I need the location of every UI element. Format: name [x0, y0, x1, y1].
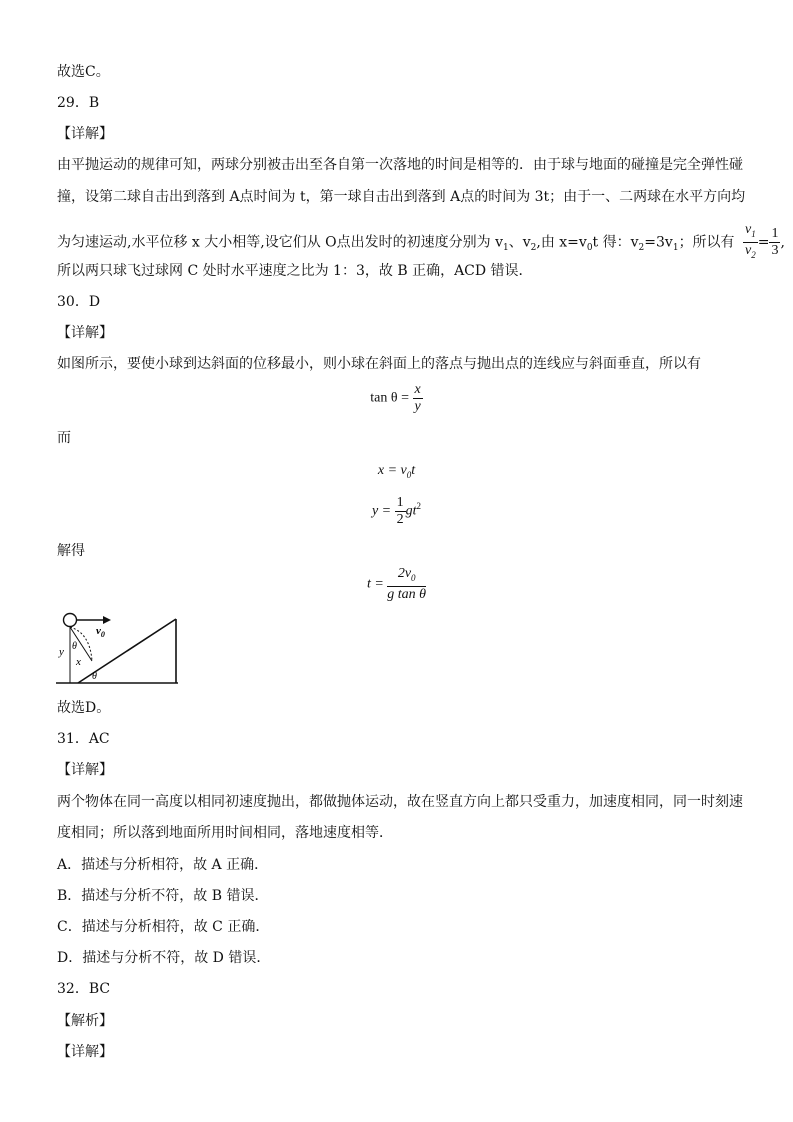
label-y: y [59, 646, 64, 658]
q30-eq1-lhs: tan θ = [370, 390, 409, 406]
q31-header: 31．AC [57, 731, 110, 747]
label-v0 [96, 625, 105, 639]
q31-option-d: D．描述与分析不符，故 D 错误． [57, 950, 271, 966]
q30-tail: 故选D。 [57, 700, 111, 716]
q29-frac-den: v [745, 242, 752, 258]
q30-eq3-sup: 2 [416, 501, 422, 512]
q29-frac-num: v [745, 222, 752, 237]
q30-eq3-den: 2 [396, 512, 404, 527]
q30-eq4-num-sub: 0 [411, 572, 416, 583]
q30-body: 如图所示，要使小球到达斜面的位移最小，则小球在斜面上的落点与抛出点的连线应与斜面垂直，所以有 [57, 356, 701, 372]
q30-eq3-num: 1 [396, 495, 404, 510]
q29-sub-1b: 1 [672, 243, 679, 254]
q29-ratio-value [769, 226, 780, 259]
q29-ratio-num: 1 [771, 225, 779, 241]
q31-option-a: A．描述与分析相符，故 A 正确． [57, 857, 269, 873]
q30-eq4-num: 2v [397, 566, 412, 581]
q28-tail: 故选C。 [57, 64, 110, 80]
q29-header: 29．B [57, 95, 100, 111]
label-v0-sub: 0 [100, 630, 105, 639]
q29-body-line2: 撞，设第二球自击出到落到 A点时间为 t，第一球自击出到落到 A点的时间为 3t；由于一、二两球在水平方向均 [57, 189, 746, 205]
q29-sub-0: 0 [586, 243, 593, 254]
q31-option-b: B．描述与分析不符，故 B 错误． [57, 888, 269, 904]
q29-frac-num-sub: 1 [751, 228, 756, 239]
q29-text-f: ；所以有 [678, 234, 735, 251]
q29-body-line1: 由平抛运动的规律可知，两球分别被击出至各自第一次落地的时间是相等的．由于球与地面的碰撞是完全弹性碰 [57, 157, 743, 173]
q31-option-c: C．描述与分析相符，故 C 正确． [57, 919, 270, 935]
q30-eq4-den: g tan θ [387, 586, 427, 602]
q29-velocity-ratio [743, 222, 758, 263]
q29-label: 【详解】 [57, 126, 113, 142]
q31-label: 【详解】 [57, 762, 113, 778]
q29-text-c: ,由 x=v [536, 234, 587, 251]
q31-body-line2: 度相同；所以落到地面所用时间相同，落地速度相等． [57, 825, 393, 841]
q32-header: 32．BC [57, 981, 111, 997]
q30-equation-4 [0, 566, 793, 603]
ball [64, 614, 77, 627]
label-theta-upper: θ [72, 641, 77, 652]
q29-text-e: =3v [644, 234, 673, 251]
q29-sub-1: 1 [502, 243, 509, 254]
q29-body-line3: 为匀速运动,水平位移 x 大小相等,设它们从 O点出发时的初速度分别为 $v_1$、$v_2$,由 $x=v_0t$ 得：$v_2=3v_1$；所以有 $\frac{v_1}{v_2}$ = $\frac{1}{3}$ , [57, 222, 785, 263]
label-v0-v: v [96, 625, 101, 637]
q29-frac-den-sub: 2 [751, 249, 756, 260]
q30-eq2-text: x = v [377, 463, 407, 478]
q30-eq1-den: y [414, 399, 421, 414]
q30-equation-1 [0, 382, 793, 415]
q30-eq3-lhs: y = [371, 503, 392, 519]
label-theta-base: θ [92, 671, 97, 682]
q30-eq4-lhs: t = [366, 576, 384, 592]
q29-sub-2: 2 [530, 243, 537, 254]
q29-text-a: 为匀速运动,水平位移 x 大小相等,设它们从 O点出发时的初速度分别为 v [57, 234, 503, 251]
q29-text-d: t 得：v [592, 234, 639, 251]
q32-label-analysis: 【解析】 [57, 1013, 113, 1029]
q30-eq2-sub: 0 [406, 469, 412, 480]
q30-eq1-num: x [414, 382, 421, 397]
q30-equation-3 [0, 495, 793, 528]
q32-label-detail: 【详解】 [57, 1044, 113, 1060]
q29-frac-eq: = [757, 234, 770, 251]
velocity-arrowhead [103, 616, 111, 624]
q31-body-line1: 两个物体在同一高度以相同初速度抛出，都做抛体运动，故在竖直方向上都只受重力，加速度相同，同一时刻速 [57, 794, 743, 810]
q30-eq2-t: t [411, 463, 416, 478]
q30-solve: 解得 [57, 543, 85, 559]
q30-header: 30．D [57, 294, 101, 310]
q29-ratio-den: 3 [771, 242, 779, 258]
q29-text-b: 、v [508, 234, 531, 251]
q30-equation-2 [0, 463, 793, 480]
q30-and: 而 [57, 430, 71, 446]
q30-label: 【详解】 [57, 325, 113, 341]
q30-incline-diagram [56, 611, 180, 687]
label-x: x [76, 656, 81, 668]
q29-sub-2b: 2 [638, 243, 645, 254]
q30-eq3-rhs: gt [405, 503, 417, 519]
q29-body-line4: 所以两只球飞过球网 C 处时水平速度之比为 1：3，故 B 正确，ACD 错误． [57, 263, 533, 279]
